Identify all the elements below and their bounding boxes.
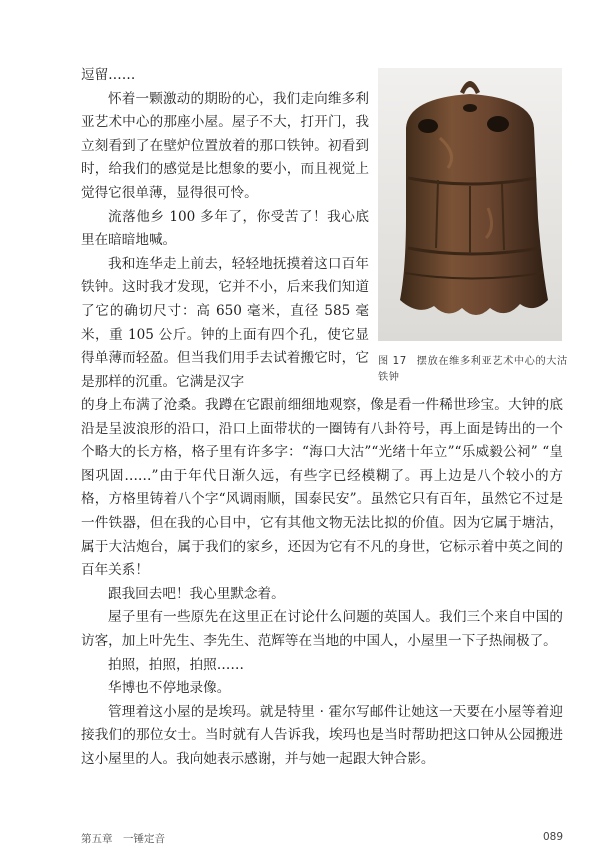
page-number: 089: [542, 831, 563, 843]
text-column: [81, 64, 369, 394]
paragraph: 的身上布满了沧桑。我蹲在它跟前细细地观察，像是看一件稀世珍宝。大钟的底沿是呈波浪形的沿口，沿口上面带状的一圈铸有八卦符号，再上面是铸出的一个个略大的长方格，格子里有许多字：“海口大沽”“光绪十年立”“乐威毅公祠” “皇图巩固……”由于年代日渐久远，有些字已经模糊了。再上边是八个较小的方格，方格里铸着八个字“风调雨顺，国泰民安”。虽然它只有百年，虽然它不过是一件铁器，但在我的心目中，它有其他文物无法比拟的价值。因为它属于塘沽，属于大沽炮台，属于我们的家乡，还因为它有不凡的身世，它标示着中英之间的百年关系！: [81, 397, 563, 579]
paragraph: 怀着一颗激动的期盼的心，我们走向维多利亚艺术中心的那座小屋。屋子不大，打开门，我立刻看到了在壁炉位置放着的那口铁钟。初看到时，给我们的感觉是比想象的要小，而且视觉上觉得它很单薄，显得很可怜。: [81, 90, 369, 201]
paragraph: 流落他乡 100 多年了，你受苦了！我心底里在暗暗地喊。: [81, 208, 369, 249]
paragraph: 我和连华走上前去，轻轻地抚摸着这口百年铁钟。这时我才发现，它并不小，后来我们知道了它的确切尺寸：高 650 毫米，直径 585 毫米，重 105 公斤。钟的上面有四个孔，使它显得单薄而轻盈。但当我们用手去试着搬它时，它是那样的沉重。它满是汉字: [81, 255, 369, 390]
figure-caption-text: 摆放在维多利亚艺术中心的大沽铁钟: [378, 356, 568, 383]
text-body: [81, 394, 563, 772]
bell-image: [378, 68, 562, 341]
paragraph: 跟我回去吧！我心里默念着。: [108, 585, 285, 602]
paragraph: 管理着这小屋的是埃玛。就是特里 · 霍尔写邮件让她这一天要在小屋等着迎接我们的那位女士。当时就有人告诉我，埃玛也是当时帮助把这口钟从公园搬进这小屋里的人。我向她表示感谢，并与她一起跟大钟合影。: [81, 703, 563, 767]
paragraph: 逗留……: [81, 67, 136, 83]
iron-bell-photo: [378, 68, 562, 341]
figure-number: 图 17: [378, 356, 407, 367]
paragraph: 拍照，拍照，拍照……: [108, 656, 244, 673]
paragraph: 华博也不停地录像。: [108, 680, 231, 697]
chapter-title: 第五章 一锤定音: [81, 833, 165, 845]
paragraph: 屋子里有一些原先在这里正在讨论什么问题的英国人。我们三个来自中国的访客，加上叶先生、李先生、范辉等在当地的中国人，小屋里一下子热闹极了。: [81, 609, 563, 649]
figure-caption: [378, 354, 568, 386]
